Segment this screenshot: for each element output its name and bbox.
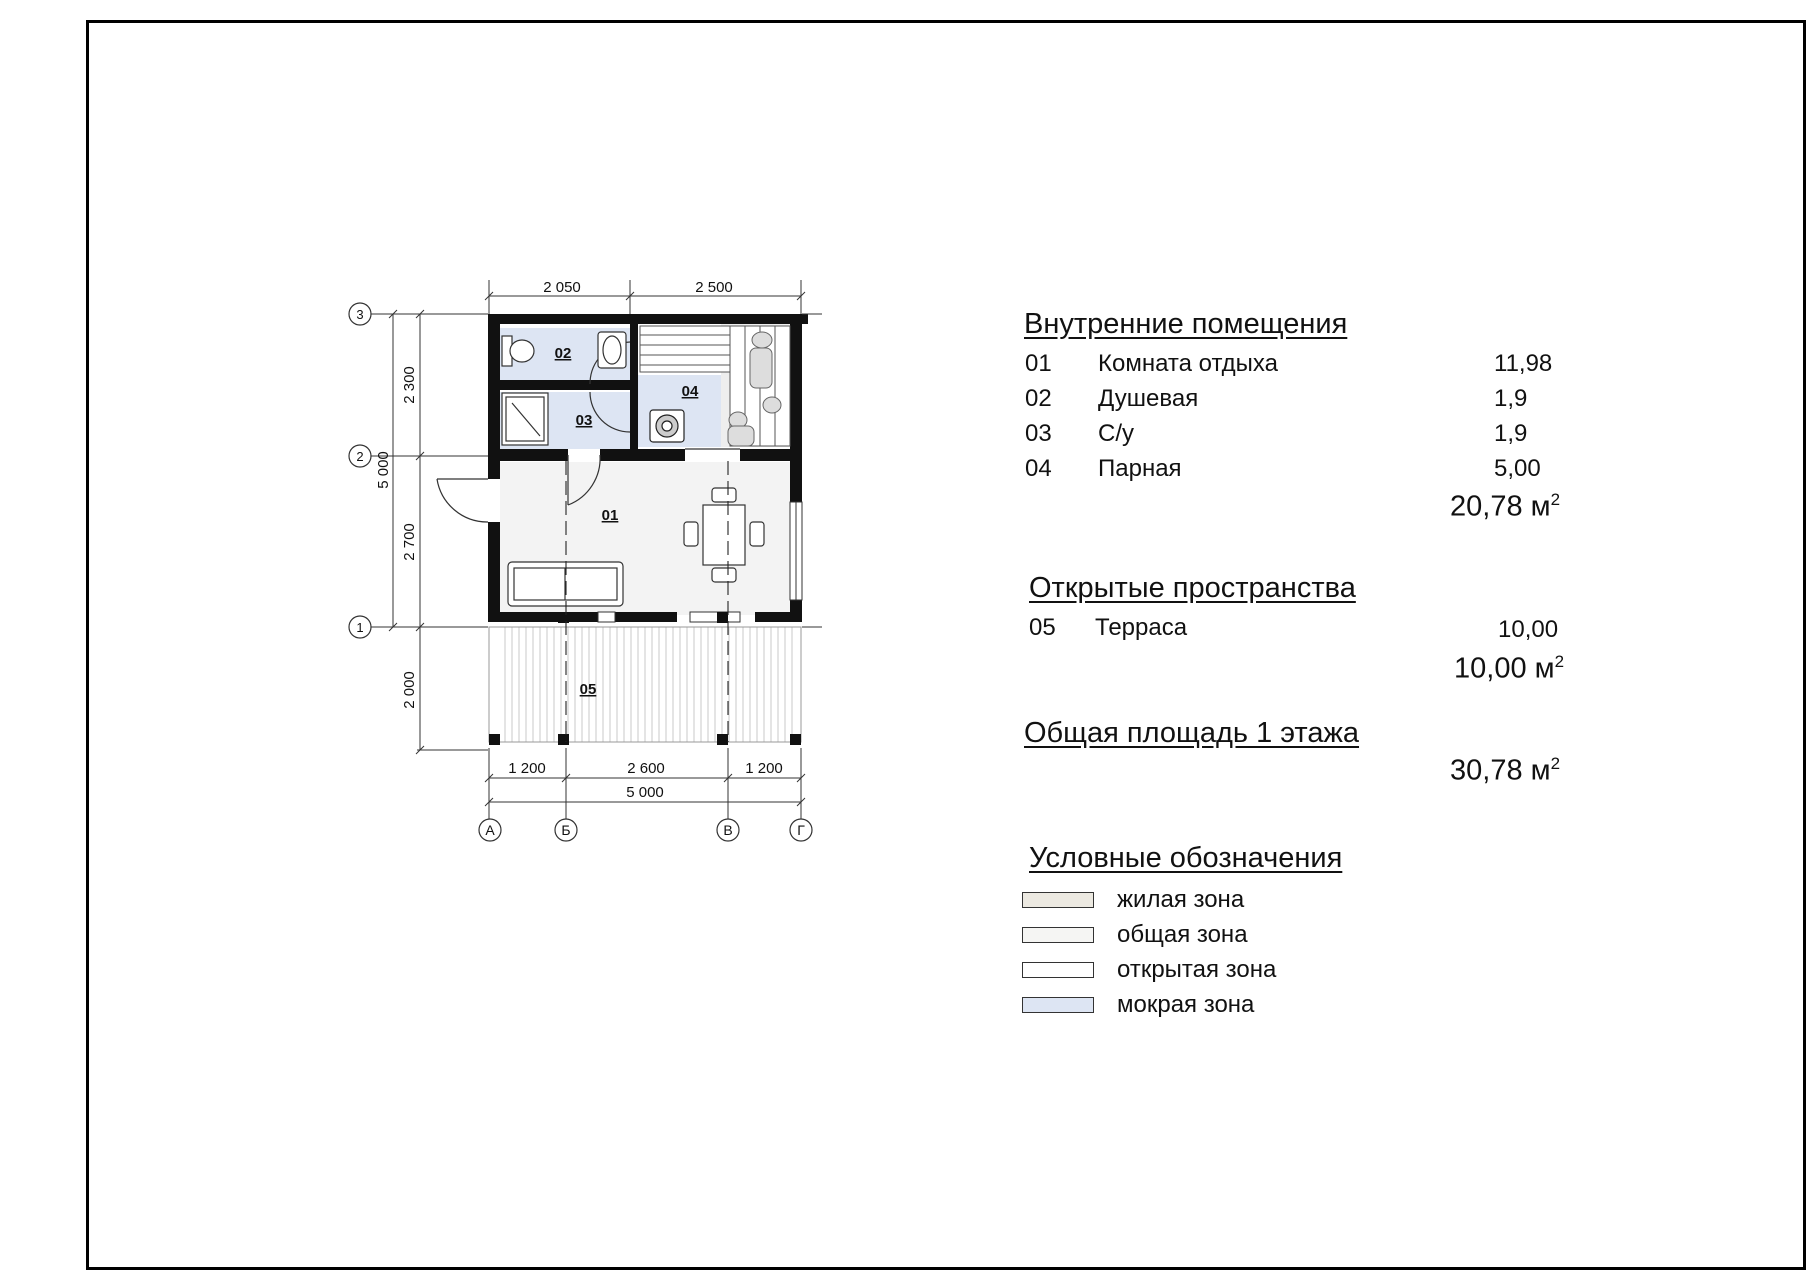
shower-icon	[502, 393, 548, 445]
washbasin-icon	[598, 332, 626, 368]
room-label-01: 01	[601, 507, 619, 524]
interior-row-name: Душевая	[1098, 385, 1199, 412]
interior-row-name: Комната отдыха	[1098, 350, 1278, 377]
interior-row-name: Парная	[1098, 455, 1182, 482]
interior-row-area: 1,9	[1494, 420, 1528, 447]
interior-total-value: 20,78 м	[1450, 490, 1551, 523]
room-label-05: 05	[579, 681, 597, 698]
legend-swatch-open	[1022, 962, 1094, 978]
axis-label-row: 3	[356, 307, 364, 322]
left-dim-label: 2 300	[401, 366, 418, 404]
interior-row-name: С/у	[1098, 420, 1134, 447]
interior-row-num: 04	[1025, 455, 1052, 482]
left-dim-label: 2 000	[401, 671, 418, 709]
interior-row-area: 5,00	[1494, 455, 1541, 482]
open-total	[1454, 652, 1564, 686]
terrace-boards	[505, 627, 792, 742]
interior-total	[1450, 490, 1560, 524]
axis-label-col: В	[723, 822, 733, 838]
axis-label-row: 1	[356, 620, 364, 635]
open-heading: Открытые пространства	[1029, 572, 1356, 604]
bottom-dim-label: 1 200	[745, 760, 783, 777]
room-label-03: 03	[575, 412, 593, 429]
top-dim-label: 2 050	[543, 279, 581, 296]
legend-label: общая зона	[1117, 921, 1248, 948]
overall-total	[1450, 754, 1560, 788]
legend-heading: Условные обозначения	[1029, 842, 1343, 874]
open-total-value: 10,00 м	[1454, 652, 1555, 685]
bottom-dim-label: 2 600	[627, 760, 665, 777]
unit-superscript: 2	[1554, 652, 1565, 671]
left-dim-label: 2 700	[401, 523, 418, 561]
overall-heading: Общая площадь 1 этажа	[1024, 717, 1360, 749]
unit-superscript: 2	[1550, 754, 1561, 773]
axis-label-col: А	[485, 822, 495, 838]
stove-icon	[650, 410, 684, 442]
legend-swatch-wet	[1022, 997, 1094, 1013]
overall-total-value: 30,78 м	[1450, 754, 1551, 787]
top-dim-label: 2 500	[695, 279, 733, 296]
legend-label: открытая зона	[1117, 956, 1277, 983]
legend-swatch-living	[1022, 892, 1094, 908]
top-dimension-line	[485, 292, 805, 300]
axis-label-col: Г	[797, 822, 805, 838]
unit-superscript: 2	[1550, 490, 1561, 509]
bottom-dim-label: 1 200	[508, 760, 546, 777]
legend-swatch-common	[1022, 927, 1094, 943]
interior-row-area: 1,9	[1494, 385, 1528, 412]
interior-row-num: 02	[1025, 385, 1052, 412]
legend-label: мокрая зона	[1117, 991, 1255, 1018]
legend-label: жилая зона	[1117, 886, 1245, 913]
axis-label-col: Б	[561, 822, 571, 838]
overall-dim-label: 5 000	[626, 784, 664, 801]
room-label-04: 04	[681, 383, 699, 400]
window-right	[790, 502, 802, 600]
interior-row-num: 01	[1025, 350, 1052, 377]
open-row-name: Терраса	[1095, 614, 1188, 641]
room-label-02: 02	[554, 345, 572, 362]
left-dim-label: 5 000	[375, 451, 392, 489]
interior-row-area: 11,98	[1494, 350, 1553, 377]
axis-label-row: 2	[356, 449, 364, 464]
open-row-num: 05	[1029, 614, 1056, 641]
entrance-door	[437, 479, 488, 522]
interior-heading: Внутренние помещения	[1024, 308, 1348, 340]
open-row-area: 10,00	[1498, 616, 1559, 643]
interior-row-num: 03	[1025, 420, 1052, 447]
